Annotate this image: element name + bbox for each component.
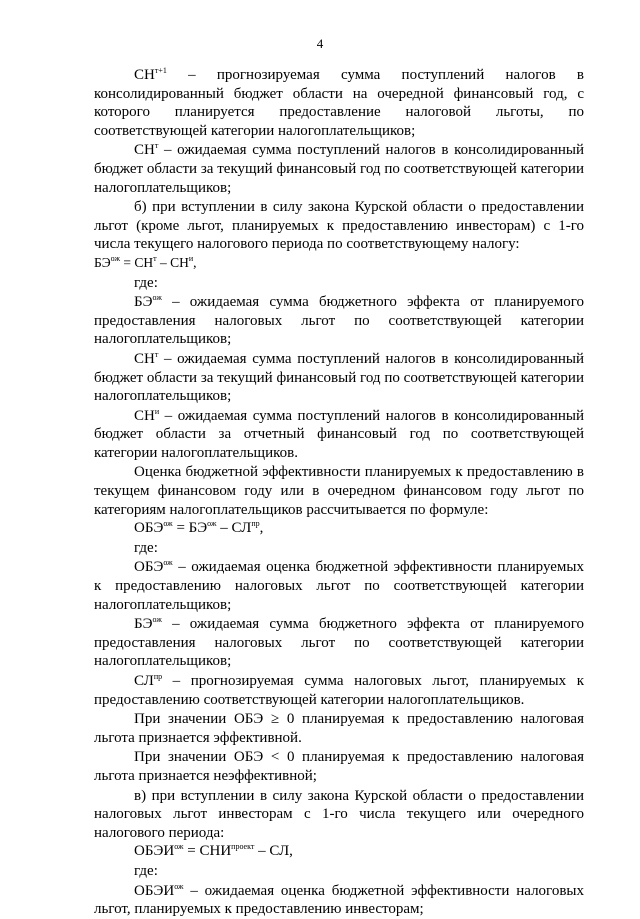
paragraph-p8: $ОБЭ^{ож}$ – ожидаемая оценка бюджетной эффективности планируемых к предоставлению налоговых льгот по соответствующей категории налогоплательщиков; [94,558,584,613]
page-number: 4 [316,36,324,51]
paragraph-p12: При значении ОБЭ < 0 планируемая к предоставлению налоговая льгота признается неэффективной; [94,749,584,784]
where-label-1: где: [134,274,158,291]
paragraph-p2: $СН^т$ – ожидаемая сумма поступлений налогов в консолидированный бюджет области за текущий финансовый год по соответствующей категории налогоплательщиков; [94,141,584,196]
document-body [94,66,584,919]
paragraph-p7: Оценка бюджетной эффективности планируемых к предоставлению в текущем финансовом году или в очередном финансовом году льгот по категориям налогоплательщиков рассчитывается по формуле: [94,464,584,518]
paragraph-p11: При значении ОБЭ ≥ 0 планируемая к предоставлению налоговая льгота признается эффективной. [94,711,584,746]
paragraph-p1: $СН^{т+1}$ – прогнозируемая сумма поступлений налогов в консолидированный бюджет области на очередной финансовый год, с которого планируется предоставление налоговой льготы, по соответствующей категории налогоплательщиков; [94,66,584,139]
where-label-2: где: [134,539,158,556]
formula-be: $БЭ^{ож} = СН^т - СН^и$, [94,253,197,270]
paragraph-p4: $БЭ^{ож}$ – ожидаемая сумма бюджетного эффекта от планируемого предоставления налоговых льгот по соответствующей категории налогоплательщиков; [94,293,584,348]
paragraph-p9: $БЭ^{ож}$ – ожидаемая сумма бюджетного эффекта от планируемого предоставления налоговых льгот по соответствующей категории налогоплательщиков; [94,615,584,670]
paragraph-p10: $СЛ^{пр}$ – прогнозируемая сумма налоговых льгот, планируемых к предоставлению соответствующей категории налогоплательщиков. [94,672,584,708]
paragraph-p13: в) при вступлении в силу закона Курской области о предоставлении налоговых льгот инвесторам с 1-го числа текущего или очередного налогового периода: [94,787,584,841]
formula-obei: $ОБЭИ^{ож} = СНИ^{проект}$ – СЛ, [134,842,293,860]
paragraph-p6: $СН^и$ – ожидаемая сумма поступлений налогов в консолидированный бюджет области за отчетный финансовый год по соответствующей категории налогоплательщиков. [94,406,584,461]
formula-obe: $ОБЭ^{ож} = БЭ^{ож} - СЛ^{пр}$, [134,519,264,537]
paragraph-p14: $ОБЭИ^{ож}$ – ожидаемая оценка бюджетной эффективности налоговых льгот, планируемых к предоставлению инвесторам; [94,881,584,918]
paragraph-p5: $СН^т$ – ожидаемая сумма поступлений налогов в консолидированный бюджет области за текущий финансовый год по соответствующей категории налогоплательщиков; [94,349,584,405]
paragraph-p3: б) при вступлении в силу закона Курской области о предоставлении льгот (кроме льгот, планируемых к предоставлению инвесторам) с 1-го числа текущего налогового периода по соответствующему налогу: [94,199,584,253]
where-label-3: где: [134,862,158,879]
